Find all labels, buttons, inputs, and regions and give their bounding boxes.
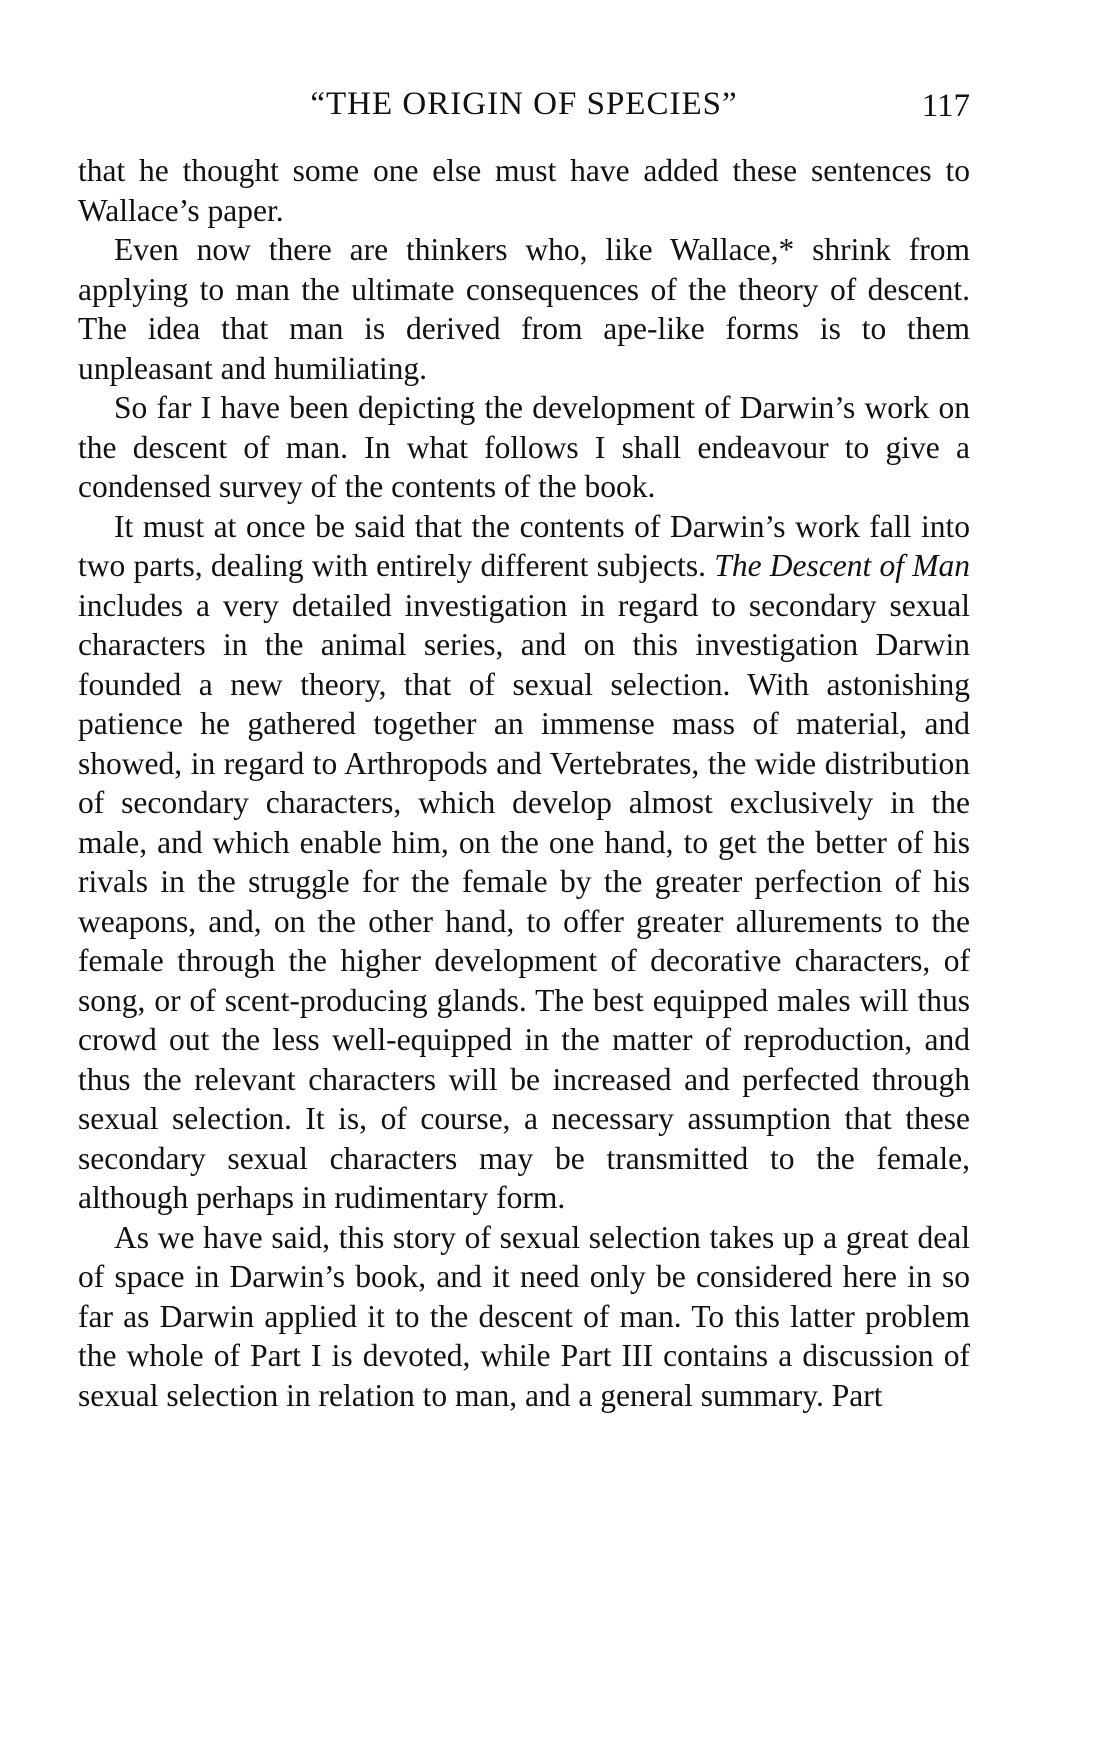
paragraph-4 xyxy=(78,507,970,1218)
running-title: “THE ORIGIN OF SPECIES” xyxy=(310,86,738,122)
paragraph-2: Even now there are thinkers who, like Wallace,* shrink from applying to man the ultimate consequences of the theory of descent. The idea that man is derived from ape-like forms is to them unpleasant and humiliating. xyxy=(78,232,970,386)
paragraph-3: So far I have been depicting the development of Darwin’s work on the descent of man. In what follows I shall endeavour to give a condensed survey of the contents of the book. xyxy=(78,390,970,504)
page-number: 117 xyxy=(921,88,970,124)
book-title: The Descent of Man xyxy=(714,548,970,583)
paragraph-1: that he thought some one else must have added these sentences to Wallace’s paper. xyxy=(78,153,970,228)
running-head xyxy=(78,82,970,126)
body-text xyxy=(78,151,970,1415)
paragraph-4-rest: includes a very detailed investigation in regard to secondary sexual characters in the animal series, and on this investigation Darwin founded a new theory, that of sexual selection. With astonishing patience he gathered together an immense mass of material, and showed, in regard to Arthropods and Vertebrates, the wide distribution of secondary characters, which develop almost exclusively in the male, and which enable him, on the one hand, to get the better of his rivals in the struggle for the female by the greater perfection of his weapons, and, on the other hand, to offer greater allurements to the female through the higher development of decorative characters, of song, or of scent-producing glands. The best equipped males will thus crowd out the less well-equipped in the matter of reproduction, and thus the relevant characters will be increased and perfected through sexual selection. It is, of course, a necessary assumption that these secondary sexual characters may be transmitted to the female, although perhaps in rudimentary form. xyxy=(78,587,970,1215)
paragraph-5: As we have said, this story of sexual selection takes up a great deal of space in Darwin’s book, and it need only be considered here in so far as Darwin applied it to the descent of man. To this latter problem the whole of Part I is devoted, while Part III contains a discussion of sexual selection in relation to man, and a general summary. Part xyxy=(78,1219,970,1413)
paragraph-4-intro: It must at once be said that the contents of Darwin’s work fall into two parts, dealing with entirely different subjects. xyxy=(78,508,970,583)
